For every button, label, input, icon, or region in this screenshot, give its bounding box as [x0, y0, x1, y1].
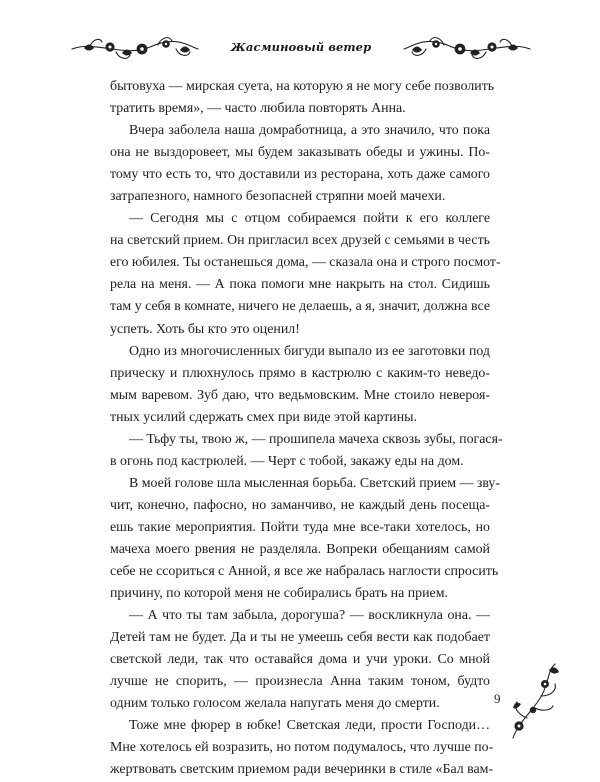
text-line: Тоже мне фюрер в юбке! Светская леди, прости Господи…	[129, 718, 490, 734]
text-line: Вчера заболела наша домработница, а это значило, что пока	[129, 123, 490, 139]
text-line: причину, по которой меня не собирались брать на прием.	[110, 586, 448, 602]
text-line: рела на меня. — А пока помоги мне накрыть на стол. Сидишь	[110, 277, 490, 293]
text-line: там у себя в комнате, ничего не делаешь, а я, значит, должна все	[110, 299, 490, 315]
text-line: мачеха моего рвения не разделяла. Вопреки обещаниям самой	[110, 541, 490, 557]
text-line: — А что ты там забыла, дорогуша? — воскликнула она. —	[129, 608, 490, 624]
text-line: себе не ссориться с Анной, я все же набралась наглости спросить	[110, 564, 499, 580]
text-line: мым варевом. Зуб даю, что ведьмовским. Мне стоило невероя-	[110, 387, 490, 403]
text-line: затрапезного, намного безопасней стряпни моей мачехи.	[110, 189, 446, 205]
text-line: чит, конечно, пафосно, но заманчиво, не каждый день посеща-	[110, 497, 490, 513]
text-line: — Сегодня мы с отцом собираемся пойти к его коллеге	[129, 211, 490, 227]
running-title: Жасминовый ветер	[230, 40, 372, 54]
text-line: бытовуха — мирская суета, на которую я не могу себе позволить	[110, 79, 495, 94]
text-line: светской леди, так что оставайся дома и учи уроки. Со мной	[110, 652, 490, 668]
running-header	[70, 30, 532, 64]
text-line: — Тьфу ты, твою ж, — прошипела мачеха сквозь зубы, погася-	[129, 431, 503, 447]
text-line: его юбилея. Ты останешься дома, — сказала она и строго посмот-	[110, 255, 501, 271]
body-text	[110, 76, 503, 782]
text-line: прическу и плюхнулось прямо в кастрюлю с каким-то неведо-	[110, 365, 490, 381]
text-line: успеть. Хоть бы кто это оценил!	[110, 321, 300, 337]
text-line: ешь такие мероприятия. Пойти туда мне все-таки хотелось, но	[110, 519, 490, 535]
text-line: тратить время», — часто любила повторять Анна.	[110, 101, 406, 117]
text-line: она не выздоровеет, мы будем заказывать обеды и ужины. По-	[110, 145, 490, 161]
text-line: в огонь под кастрюлей. — Черт с тобой, закажу еды на дом.	[110, 453, 464, 469]
text-line: Детей там не будет. Да и ты не умеешь себя вести как подобает	[110, 630, 490, 646]
text-line: В моей голове шла мысленная борьба. Светский прием — зву-	[129, 475, 500, 491]
text-line: лучше не спорить, — произнесла Анна таким тоном, будто	[110, 674, 490, 690]
text-line: на светский прием. Он пригласил всех друзей с семьями в честь	[110, 233, 490, 249]
text-line: одним только голосом желала напугать меня до смерти.	[110, 696, 440, 712]
text-line: жертвовать светским приемом ради вечеринки в стиле «Бал вам-	[110, 762, 494, 778]
text-line: тных усилий сдержать смех при виде этой картины.	[110, 409, 417, 425]
floral-branch-icon	[402, 30, 532, 64]
text-line: Мне хотелось ей возразить, но потом подумалось, что лучше по-	[110, 740, 494, 756]
text-line: Одно из многочисленных бигуди выпало из ее заготовки под	[129, 343, 490, 359]
floral-corner-icon	[505, 660, 565, 740]
page-number: 9	[494, 691, 501, 706]
text-line: тому что есть то, что доставили из ресторана, хоть даже самого	[110, 167, 490, 183]
